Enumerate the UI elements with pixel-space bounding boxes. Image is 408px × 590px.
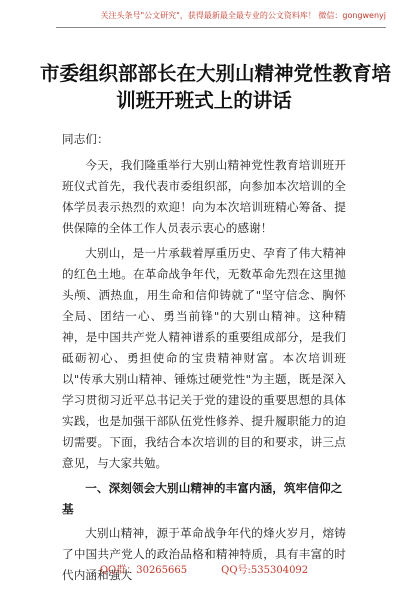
page-title bbox=[40, 60, 392, 114]
paragraph-opening: 今天，我们隆重举行大别山精神党性教育培训班开班仪式首先，我代表市委组织部，向参加本次培训的全体学员表示热烈的欢迎！向为本次培训班精心筹备、提供保障的全体工作人员表示衷心的感谢！ bbox=[62, 158, 346, 235]
header-note: 关注头条号"公文研究"，获得最新最全最专业的公文资料库！ 微信：gongwenyj bbox=[100, 11, 386, 20]
title-line-2: 训班开班式上的讲话 bbox=[116, 89, 292, 112]
paragraph-dabieshan: 大别山，是一片承载着厚重历史、孕育了伟大精神的红色土地。在革命战争年代，无数革命先烈在这里抛头颅、洒热血，用生命和信仰铸就了"坚守信念、胸怀全局、团结一心、勇当前锋"的大别山精神。这种精神，是中国共产党人精神谱系的重要组成部分，是我们砥砺初心、勇担使命的宝贵精神财富。本次培训班以"传承大别山精神、锤炼过硬党性"为主题，既是深入学习贯彻习近平总书记关于党的建设的重要思想的具体实践，也是加强干部队伍党性修养、提升履职能力的迫切需要。下面，我结合本次培训的目的和要求，讲三点意见，与大家共勉。 bbox=[62, 246, 346, 470]
paragraph-section-1: 大别山精神，源于革命战争年代的烽火岁月，熔铸了中国共产党人的政治品格和精神特质，具有丰富的时代内涵和强大 bbox=[62, 526, 346, 582]
header-divider bbox=[56, 27, 386, 28]
section-heading-1: 一、深刻领会大别山精神的丰富内涵，筑牢信仰之基 bbox=[62, 481, 343, 516]
footer-qq-group: QQ群：30265665 bbox=[99, 565, 188, 576]
footer-contact bbox=[0, 561, 408, 576]
document-body bbox=[62, 129, 346, 590]
footer-qq-number: QQ号:535304092 bbox=[221, 565, 309, 576]
salutation: 同志们： bbox=[62, 132, 109, 146]
title-line-1: 市委组织部部长在大别山精神党性教育培 bbox=[40, 62, 392, 85]
